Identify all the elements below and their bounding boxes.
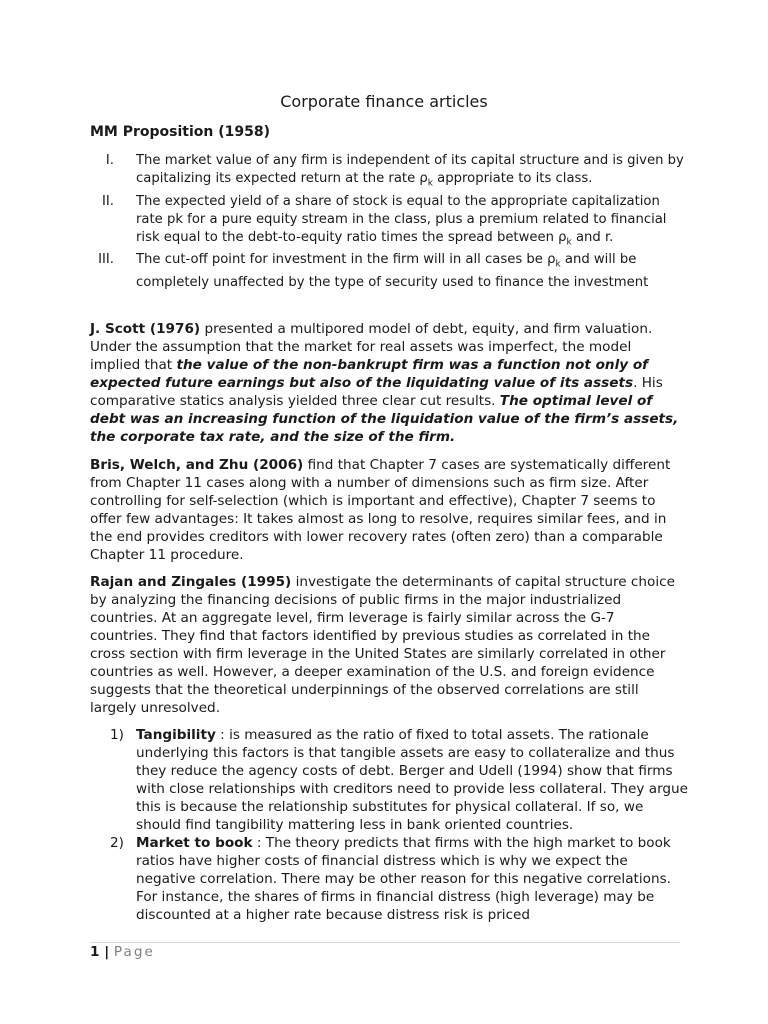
citation-lead: Rajan and Zingales (1995) bbox=[90, 574, 292, 590]
list-number: I. bbox=[105, 153, 114, 168]
document-title: Corporate finance articles bbox=[280, 92, 488, 111]
rajan-paragraph: Rajan and Zingales (1995) investigate the determinants of capital structure choice by analyzing the financing decisions of public firms in the major industrialized countries. At an aggregate level, firm leverage is fairly similar across the G-7 countries. They find that factors identified by previous studies as correlated in the cross section with firm leverage in the United States are similarly correlated in other countries as well. However, a deeper examination of the U.S. and foreign evidence suggests that the theoretical underpinnings of the observed correlations are still largely unresolved. bbox=[90, 574, 675, 716]
list-number: 2) bbox=[110, 835, 124, 851]
mm-heading: MM Proposition (1958) bbox=[90, 124, 271, 140]
emphasis-text: the value of the non-bankrupt firm was a function not only of expected future earnings but also of the liquidating value of its assets bbox=[90, 357, 649, 391]
page-footer: 1 | Page bbox=[90, 944, 155, 960]
citation-lead: J. Scott (1976) bbox=[90, 321, 201, 337]
emphasis-text: The optimal level of debt was an increasing function of the liquidation value of the firm’s assets, the corporate tax rate, and the size of the firm bbox=[90, 393, 679, 445]
factor-term: Market to book bbox=[136, 835, 253, 851]
list-item: 1) Tangibility : is measured as the ratio of fixed to total assets. The rationale underlying this factors is that tangible assets are easy to collateralize and thus they reduce the agency costs of debt. Berger and Udell (1994) show that firms with close relationships with creditors need to provide less collateral. They argue this is because the relationship substitutes for physical collateral. If so, we should find tangibility mattering less in bank oriented countries. bbox=[110, 727, 689, 833]
list-number: 1) bbox=[110, 727, 124, 743]
list-item: I. The market value of any firm is independent of its capital structure and is given by capitalizing its expected return at the rate $\rho_k$ appropriate to its class. bbox=[90, 152, 690, 193]
list-item: 2) Market to book : The theory predicts that firms with the high market to book ratios have higher costs of financial distress which is why we expect the negative correlation. There may be other reason for this negative correlations. For instance, the shares of firms in financial distress (high leverage) may be discounted at a higher rate because distress risk is priced bbox=[110, 835, 671, 923]
footer-divider bbox=[90, 942, 680, 943]
list-item: II. The expected yield of a share of stock is equal to the appropriate capitalization rate pk for a pure equity stream in the class, plus a premium related to financial risk equal to the debt-to-equity ratio times the spread between $\rho_k$ and r. bbox=[90, 193, 690, 252]
scott-paragraph: J. Scott (1976) presented a multipored model of debt, equity, and firm valuation. Under the assumption that the market for real assets was imperfect, the model implied that the value of the non-bankrupt firm was a function not only of expected future earnings but also of the liquidating value of its assets. His comparative statics analysis yielded three clear cut results. The optimal level of debt was an increasing function of the liquidation value of the firm’s assets, the corporate tax rate, and the size of the firm. bbox=[90, 321, 679, 445]
list-item: III. The cut-off point for investment in the firm will in all cases be $\rho_k$ and will be completely unaffected by the type of security used to finance the investment bbox=[90, 251, 690, 292]
page-number: 1 bbox=[90, 944, 100, 960]
mm-propositions-list bbox=[90, 152, 690, 292]
citation-lead: Bris, Welch, and Zhu (2006) bbox=[90, 457, 304, 473]
list-number: III. bbox=[98, 252, 114, 268]
list-number: II. bbox=[102, 193, 114, 209]
factor-term: Tangibility bbox=[136, 727, 216, 743]
factors-list bbox=[90, 726, 690, 924]
page-label: Page bbox=[113, 944, 155, 960]
bris-paragraph: Bris, Welch, and Zhu (2006) find that Chapter 7 cases are systematically different from Chapter 11 cases along with a number of dimensions such as firm size. After controlling for self-selection (which is important and effective), Chapter 7 seems to offer few advantages: It takes almost as long to resolve, requires similar fees, and in the end provides creditors with lower recovery rates (often zero) than a comparable Chapter 11 procedure. bbox=[90, 457, 671, 563]
